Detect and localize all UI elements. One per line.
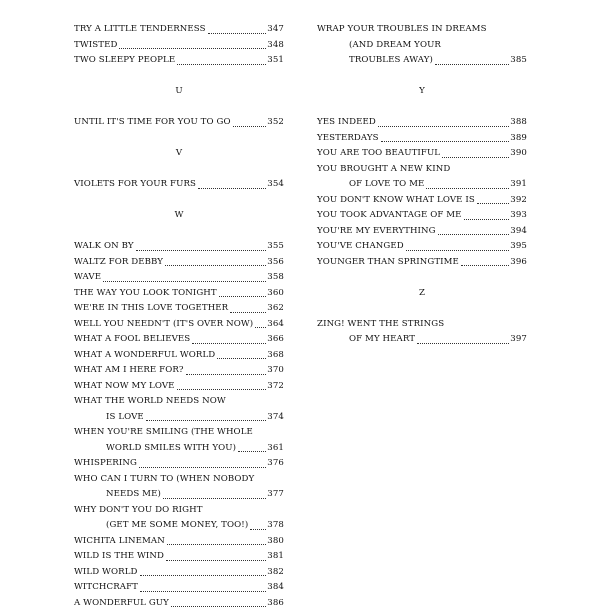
dot-leader	[219, 296, 267, 297]
page-number: 378	[267, 518, 284, 534]
index-entry	[74, 441, 284, 457]
page-number: 384	[267, 580, 284, 596]
dot-leader	[230, 312, 266, 313]
section-letter-v: V	[74, 146, 284, 162]
page-number: 368	[267, 348, 284, 364]
song-title: IS LOVE	[106, 410, 144, 426]
spacer	[74, 100, 284, 116]
index-entry	[317, 317, 527, 333]
index-entry	[74, 270, 284, 286]
song-title: WHAT A WONDERFUL WORLD	[74, 348, 215, 364]
page-number: 396	[510, 255, 527, 271]
index-entry	[74, 317, 284, 333]
left-column	[74, 22, 284, 611]
page-number: 391	[510, 177, 527, 193]
index-entry	[74, 425, 284, 441]
spacer	[74, 224, 284, 240]
index-entry	[317, 38, 527, 54]
spacer	[317, 69, 527, 85]
song-title: WORLD SMILES WITH YOU)	[106, 441, 236, 457]
song-title: (AND DREAM YOUR	[349, 40, 441, 50]
song-title: WAVE	[74, 270, 101, 286]
index-entry	[74, 379, 284, 395]
page-number: 397	[510, 332, 527, 348]
page-number: 393	[510, 208, 527, 224]
spacer	[317, 270, 527, 286]
dot-leader	[477, 203, 509, 204]
page-number: 347	[267, 22, 284, 38]
song-title: OF MY HEART	[349, 332, 415, 348]
index-block-u	[74, 115, 284, 131]
index-entry	[74, 456, 284, 472]
dot-leader	[177, 64, 266, 65]
song-title: THE WAY YOU LOOK TONIGHT	[74, 286, 217, 302]
song-title: WALTZ FOR DEBBY	[74, 255, 163, 271]
page-number: 348	[267, 38, 284, 54]
page-number: 394	[510, 224, 527, 240]
dot-leader	[435, 64, 509, 65]
index-block-y	[317, 115, 527, 270]
song-title: WE'RE IN THIS LOVE TOGETHER	[74, 301, 228, 317]
song-title: (GET ME SOME MONEY, TOO!)	[106, 518, 248, 534]
dot-leader	[103, 281, 266, 282]
spacer	[74, 162, 284, 178]
song-title: YOU TOOK ADVANTAGE OF ME	[317, 208, 462, 224]
page-number: 362	[267, 301, 284, 317]
index-entry	[74, 549, 284, 565]
dot-leader	[238, 451, 266, 452]
song-title: WHEN YOU'RE SMILING (THE WHOLE	[74, 427, 253, 437]
song-title: TROUBLES AWAY)	[349, 53, 433, 69]
index-entry	[74, 503, 284, 519]
dot-leader	[217, 358, 266, 359]
dot-leader	[255, 327, 266, 328]
song-title: YOU BROUGHT A NEW KIND	[317, 164, 450, 174]
dot-leader	[163, 498, 266, 499]
page-number: 392	[510, 193, 527, 209]
index-entry	[74, 38, 284, 54]
index-entry	[317, 239, 527, 255]
song-title: WILD WORLD	[74, 565, 138, 581]
index-entry	[317, 162, 527, 178]
page-number: 380	[267, 534, 284, 550]
song-title: WHAT AM I HERE FOR?	[74, 363, 184, 379]
page-number: 376	[267, 456, 284, 472]
page-number: 372	[267, 379, 284, 395]
song-title: YOU ARE TOO BEAUTIFUL	[317, 146, 440, 162]
page-number: 352	[267, 115, 284, 131]
index-entry	[317, 115, 527, 131]
page-number: 354	[267, 177, 284, 193]
dot-leader	[171, 606, 266, 607]
page-number: 364	[267, 317, 284, 333]
song-title: YES INDEED	[317, 115, 376, 131]
song-title: TWISTED	[74, 38, 117, 54]
dot-leader	[198, 188, 266, 189]
dot-leader	[464, 219, 510, 220]
dot-leader	[165, 265, 266, 266]
index-entry	[74, 177, 284, 193]
index-entry	[317, 255, 527, 271]
page-number: 361	[267, 441, 284, 457]
spacer	[317, 100, 527, 116]
dot-leader	[233, 126, 267, 127]
dot-leader	[136, 250, 267, 251]
song-title: WILD IS THE WIND	[74, 549, 164, 565]
song-title: WHO CAN I TURN TO (WHEN NOBODY	[74, 474, 254, 484]
index-entry	[317, 146, 527, 162]
index-entry	[317, 208, 527, 224]
right-column	[317, 22, 527, 348]
dot-leader	[442, 157, 509, 158]
index-entry	[74, 53, 284, 69]
index-entry	[74, 239, 284, 255]
index-block-t	[74, 22, 284, 69]
song-title: WHAT THE WORLD NEEDS NOW	[74, 396, 226, 406]
dot-leader	[186, 374, 267, 375]
page-number: 366	[267, 332, 284, 348]
index-entry	[74, 580, 284, 596]
dot-leader	[192, 343, 266, 344]
page-number: 377	[267, 487, 284, 503]
song-title: WALK ON BY	[74, 239, 134, 255]
index-entry	[317, 224, 527, 240]
dot-leader	[426, 188, 509, 189]
dot-leader	[438, 234, 510, 235]
spacer	[74, 131, 284, 147]
index-entry	[74, 286, 284, 302]
page-number: 382	[267, 565, 284, 581]
song-title: YOUNGER THAN SPRINGTIME	[317, 255, 459, 271]
index-entry	[74, 115, 284, 131]
song-title: WICHITA LINEMAN	[74, 534, 165, 550]
index-entry	[317, 177, 527, 193]
index-entry	[74, 301, 284, 317]
section-letter-u: U	[74, 84, 284, 100]
dot-leader	[167, 544, 266, 545]
section-letter-z: Z	[317, 286, 527, 302]
index-entry	[74, 596, 284, 611]
song-title: TWO SLEEPY PEOPLE	[74, 53, 175, 69]
spacer	[74, 193, 284, 209]
section-letter-y: Y	[317, 84, 527, 100]
index-entry	[74, 487, 284, 503]
dot-leader	[140, 591, 266, 592]
index-entry	[317, 193, 527, 209]
index-entry	[74, 255, 284, 271]
song-title: YESTERDAYS	[317, 131, 379, 147]
index-entry	[74, 348, 284, 364]
song-title: WRAP YOUR TROUBLES IN DREAMS	[317, 24, 487, 34]
page-number: 374	[267, 410, 284, 426]
song-title: A WONDERFUL GUY	[74, 596, 169, 611]
page-number: 389	[510, 131, 527, 147]
page-number: 388	[510, 115, 527, 131]
song-title: WHAT NOW MY LOVE	[74, 379, 175, 395]
page-number: 358	[267, 270, 284, 286]
song-title: NEEDS ME)	[106, 487, 161, 503]
index-entry	[317, 22, 527, 38]
index-entry	[317, 131, 527, 147]
index-block-v	[74, 177, 284, 193]
index-block-w	[74, 239, 284, 611]
song-title: WHY DON'T YOU DO RIGHT	[74, 505, 203, 515]
index-entry	[317, 53, 527, 69]
song-title: WELL YOU NEEDN'T (IT'S OVER NOW)	[74, 317, 253, 333]
spacer	[74, 69, 284, 85]
dot-leader	[378, 126, 509, 127]
page-number: 390	[510, 146, 527, 162]
index-entry	[74, 518, 284, 534]
dot-leader	[139, 467, 266, 468]
section-letter-w: W	[74, 208, 284, 224]
index-entry	[74, 22, 284, 38]
dot-leader	[461, 265, 509, 266]
song-title: WITCHCRAFT	[74, 580, 138, 596]
song-title: YOU'RE MY EVERYTHING	[317, 224, 436, 240]
dot-leader	[166, 560, 266, 561]
dot-leader	[140, 575, 267, 576]
dot-leader	[177, 389, 267, 390]
page-number: 356	[267, 255, 284, 271]
page-number: 360	[267, 286, 284, 302]
index-entry	[74, 363, 284, 379]
song-title: OF LOVE TO ME	[349, 177, 424, 193]
song-title: WHISPERING	[74, 456, 137, 472]
index-entry	[74, 565, 284, 581]
page-number: 381	[267, 549, 284, 565]
dot-leader	[417, 343, 509, 344]
index-entry	[317, 332, 527, 348]
page-number: 395	[510, 239, 527, 255]
dot-leader	[119, 48, 266, 49]
index-block-z	[317, 317, 527, 348]
page-number: 355	[267, 239, 284, 255]
index-entry	[74, 534, 284, 550]
index-entry	[74, 332, 284, 348]
dot-leader	[250, 529, 266, 530]
song-title: TRY A LITTLE TENDERNESS	[74, 22, 206, 38]
song-title: YOU DON'T KNOW WHAT LOVE IS	[317, 193, 475, 209]
page-number: 351	[267, 53, 284, 69]
dot-leader	[406, 250, 510, 251]
song-title: VIOLETS FOR YOUR FURS	[74, 177, 196, 193]
song-title: UNTIL IT'S TIME FOR YOU TO GO	[74, 115, 231, 131]
index-entry	[74, 394, 284, 410]
page-number: 385	[510, 53, 527, 69]
dot-leader	[208, 33, 267, 34]
dot-leader	[381, 141, 510, 142]
page-number: 370	[267, 363, 284, 379]
index-entry	[74, 472, 284, 488]
index-entry	[74, 410, 284, 426]
index-block-w-continued	[317, 22, 527, 69]
song-title: WHAT A FOOL BELIEVES	[74, 332, 190, 348]
song-title: YOU'VE CHANGED	[317, 239, 404, 255]
page-number: 386	[267, 596, 284, 611]
dot-leader	[146, 420, 267, 421]
spacer	[317, 301, 527, 317]
song-title: ZING! WENT THE STRINGS	[317, 319, 444, 329]
